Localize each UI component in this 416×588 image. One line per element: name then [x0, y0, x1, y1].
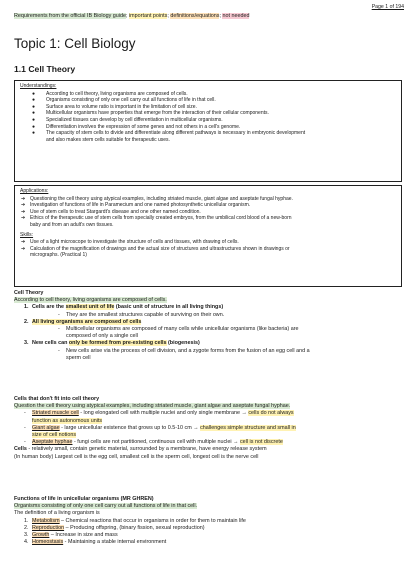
- list-item-continuation: [14, 418, 402, 425]
- list-item-continuation: [20, 137, 396, 144]
- sub-item: [14, 312, 402, 319]
- skills-header: Skills:: [20, 231, 34, 238]
- list-item: [20, 130, 396, 137]
- item-text: - fungi cells are not partitioned, continuous cell with multiple nuclei: [72, 439, 234, 446]
- bullet-icon: ●: [32, 110, 36, 117]
- dash-icon: -: [58, 326, 60, 333]
- list-item: [20, 104, 396, 111]
- page-title: Topic 1: Cell Biology: [14, 36, 136, 51]
- list-item-continuation: [14, 432, 402, 439]
- highlight-text: smallest unit of life: [65, 304, 115, 311]
- list-item: [20, 215, 396, 222]
- item-text: – Chemical reactions that occur in organisms in order for them to maintain life: [59, 517, 246, 524]
- definition-line: [14, 446, 402, 453]
- legend-pink: not needed: [222, 13, 250, 19]
- list-item: [20, 91, 396, 98]
- legend-green: Requirements from the official IB Biology guide: [14, 13, 126, 19]
- highlight-text: cell is not discrete: [239, 439, 283, 446]
- section-title: 1.1 Cell Theory: [14, 64, 76, 74]
- list-item-text: Calculation of the magnification of drawings and the actual size of structures and ultrastructures shown in drawings or: [30, 245, 290, 252]
- item-number: 3.: [24, 340, 29, 347]
- list-item-text: Specialized tissues can develop by cell differentiation in multicellular organisms.: [46, 116, 223, 123]
- note-line: (In human body) Largest cell is the egg cell, smallest cell is the sperm cell, longest cell is the nerve cell: [14, 453, 259, 460]
- list-item: [14, 439, 402, 446]
- list-item-text: The capacity of stem cells to divide and differentiate along different pathways is necessary in embryonic development: [46, 130, 306, 137]
- sub-item-text: They are the smallest structures capable of surviving on their own.: [66, 311, 225, 318]
- list-item: [14, 518, 402, 525]
- item-text: - long elongated cell with multiple nuclei and only single membrane: [78, 410, 242, 417]
- highlight-text: only be formed from pre-existing cells: [68, 340, 167, 347]
- atypical-cells-section: [14, 396, 402, 461]
- item-text: - Maintaining a stable internal environment: [63, 539, 167, 546]
- list-item-text: micrographs. (Practical 1): [30, 252, 87, 259]
- item-text: – Increase in size and mass: [49, 532, 118, 539]
- list-item: [20, 97, 396, 104]
- understandings-box: [14, 80, 402, 182]
- arrow-icon: ➔: [21, 215, 26, 222]
- term-text: Aseptate hyphae: [32, 439, 73, 446]
- item-number: 2.: [24, 524, 29, 531]
- item-text: - large unicellular existence that grows up to 0.5-10 cm: [59, 424, 194, 431]
- highlight-text: size of cell notions: [32, 432, 77, 439]
- list-item: [14, 340, 402, 347]
- legend-sep: ;: [125, 13, 129, 19]
- item-number: 3.: [24, 532, 29, 539]
- list-item-text: and also makes stem cells suitable for therapeutic uses.: [46, 136, 170, 143]
- requirement-text: Organisms consisting of only one cell carry out all functions of life in that cell.: [14, 503, 198, 510]
- page-number: Page 1 of 194: [371, 4, 404, 10]
- list-item-continuation: [20, 222, 396, 229]
- list-item-continuation: [20, 252, 396, 259]
- list-item: [20, 202, 396, 209]
- item-text: - relatively small, contain genetic material, surrounded by a membrane, have energy release system: [26, 446, 267, 453]
- section-heading: Cells that don't fit into cell theory: [14, 396, 100, 402]
- highlight-text: function as autonomous units: [32, 417, 103, 424]
- item-number: 2.: [24, 318, 29, 325]
- understandings-header: Understandings:: [20, 83, 57, 89]
- list-item: [14, 304, 402, 311]
- bullet-icon: ●: [32, 103, 36, 110]
- list-item: [20, 110, 396, 117]
- intro-text: The definition of a living organism is: [14, 510, 100, 517]
- applications-box: [14, 185, 402, 287]
- list-item-text: Organisms consisting of only one cell carry out all functions of life in that cell.: [46, 97, 216, 104]
- arrow-icon: ➔: [21, 202, 26, 209]
- arrow-icon: ➔: [21, 245, 26, 252]
- list-item: [14, 539, 402, 546]
- highlight-text: All living organisms are composed of cells: [32, 318, 142, 325]
- item-number: 4.: [24, 539, 29, 546]
- list-item-text: Surface area to volume ratio is important in the limitation of cell size.: [46, 103, 197, 110]
- list-item-text: Multicellular organisms have properties that emerge from the interaction of their cellular components.: [46, 110, 269, 117]
- dash-icon: -: [58, 311, 60, 318]
- item-text: (biogenesis): [166, 340, 200, 347]
- list-item: [14, 410, 402, 417]
- list-item: [20, 239, 396, 246]
- dash-icon: -: [24, 439, 26, 446]
- term-text: Metabolism: [32, 517, 60, 524]
- sub-item-continuation: [14, 355, 402, 362]
- legend-orange: definitions/equations: [170, 13, 220, 19]
- applications-header: Applications:: [20, 188, 49, 194]
- term-text: Striated muscle cell: [32, 410, 79, 417]
- sub-item-text: New cells arise via the process of cell division, and a zygote forms from the fusion of an egg cell and a: [66, 347, 310, 354]
- list-item-text: According to cell theory, living organisms are composed of cells.: [46, 90, 188, 97]
- bullet-icon: ●: [32, 116, 36, 123]
- sub-item-text: composed of only a single cell: [66, 333, 138, 340]
- sub-item-continuation: [14, 333, 402, 340]
- applications-list: [20, 196, 396, 229]
- list-item-text: Use of a light microscope to investigate the structure of cells and tissues, with drawing of cells.: [30, 239, 239, 246]
- understandings-list: [20, 91, 396, 144]
- dash-icon: -: [24, 424, 26, 431]
- sub-item-text: sperm cell: [66, 354, 91, 361]
- highlight-text: cells do not always: [248, 410, 294, 417]
- sub-item-text: Multicellular organisms are composed of many cells while unicellular organisms (like bacteria) are: [66, 326, 299, 333]
- item-text: (basic unit of structure in all living things): [114, 304, 224, 311]
- arrow-icon: →: [233, 439, 240, 446]
- section-heading: Cell Theory: [14, 290, 44, 296]
- list-item: [14, 525, 402, 532]
- arrow-icon: →: [193, 424, 201, 431]
- list-item: [20, 246, 396, 253]
- section-heading: Functions of life in unicellular organisms (MR GHREN): [14, 496, 154, 502]
- item-number: 1.: [24, 304, 29, 311]
- list-item-text: Ethics of the therapeutic use of stem cells from specially created embryos, from the umbilical cord blood of a new-born: [30, 215, 292, 222]
- arrow-icon: ➔: [21, 195, 26, 202]
- term-text: Growth: [32, 532, 50, 539]
- dash-icon: -: [24, 410, 26, 417]
- list-item: [20, 196, 396, 203]
- sub-item: [14, 326, 402, 333]
- dash-icon: -: [58, 347, 60, 354]
- term-text: Cells: [14, 446, 27, 453]
- list-item: [14, 425, 402, 432]
- list-item-text: baby and from an adult's own tissues.: [30, 221, 114, 228]
- term-text: Giant algae: [32, 424, 60, 431]
- list-item-text: Use of stem cells to treat Stargardt's disease and one other named condition.: [30, 208, 201, 215]
- list-item: [20, 117, 396, 124]
- item-text: New cells can: [32, 340, 69, 347]
- legend-sep: ;: [167, 13, 171, 19]
- legend-yellow: important points: [128, 13, 168, 19]
- list-item: [14, 532, 402, 539]
- bullet-icon: ●: [32, 123, 36, 130]
- cell-theory-section: [14, 290, 402, 362]
- item-text: – Producing offspring, (binary fission, sexual reproduction): [64, 524, 205, 531]
- item-text: Cells are the: [32, 304, 66, 311]
- list-item-text: Questioning the cell theory using atypical examples, including striated muscle, giant algae and aseptate fungal hyphae.: [30, 195, 293, 202]
- highlight-text: challenges simple structure and small in: [200, 424, 296, 431]
- term-text: Homeostasis: [32, 539, 64, 546]
- requirement-text: Question the cell theory using atypical examples, including striated muscle, giant algae and aseptate fungal hyphae.: [14, 403, 291, 410]
- sub-item: [14, 348, 402, 355]
- color-legend: [14, 13, 249, 19]
- legend-sep: ;: [219, 13, 223, 19]
- bullet-icon: ●: [32, 130, 36, 137]
- list-item: [14, 319, 402, 326]
- list-item-text: Investigation of functions of life in Paramecium and one named photosynthetic unicellular organism.: [30, 202, 251, 209]
- arrow-icon: ➔: [21, 239, 26, 246]
- list-item-text: Differentiation involves the expression of some genes and not others in a cell's genome.: [46, 123, 241, 130]
- functions-of-life-section: [14, 496, 402, 546]
- bullet-icon: ●: [32, 97, 36, 104]
- arrow-icon: ➔: [21, 208, 26, 215]
- skills-list: [20, 239, 396, 259]
- list-item: [20, 124, 396, 131]
- item-number: 1.: [24, 517, 29, 524]
- bullet-icon: ●: [32, 90, 36, 97]
- list-item: [20, 209, 396, 216]
- arrow-icon: →: [241, 410, 249, 417]
- requirement-text: According to cell theory, living organisms are composed of cells.: [14, 297, 167, 304]
- term-text: Reproduction: [32, 524, 65, 531]
